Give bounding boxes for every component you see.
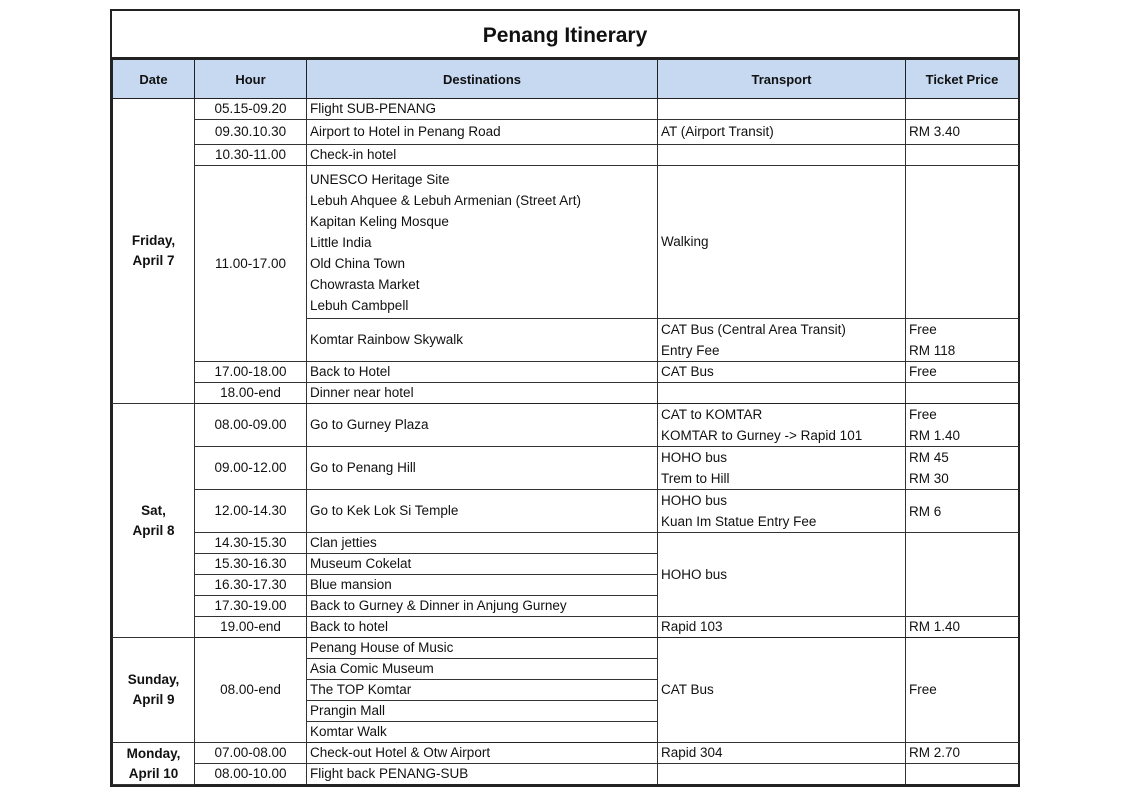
table-row xyxy=(113,120,1019,145)
hour-cell: 05.15-09.20 xyxy=(195,99,307,120)
price-cell xyxy=(906,166,1019,319)
date-sunday xyxy=(113,638,195,743)
destination-cell: The TOP Komtar xyxy=(307,680,658,701)
itinerary-sheet xyxy=(110,9,1020,787)
table-row xyxy=(113,490,1019,533)
destination-cell: Flight SUB-PENANG xyxy=(307,99,658,120)
hour-cell: 11.00-17.00 xyxy=(195,166,307,362)
transport-cell xyxy=(658,447,906,490)
transport-line: HOHO bus xyxy=(661,493,728,508)
transport-line: CAT to KOMTAR xyxy=(661,407,763,422)
price-line: RM 45 xyxy=(909,450,949,465)
destination-cell: Check-in hotel xyxy=(307,145,658,166)
date-day: Sunday, xyxy=(127,672,180,687)
price-cell: RM 1.40 xyxy=(906,617,1019,638)
destination-cell xyxy=(307,166,658,319)
destination-cell: Flight back PENANG-SUB xyxy=(307,764,658,785)
destination-cell: Asia Comic Museum xyxy=(307,659,658,680)
table-row xyxy=(113,533,1019,554)
table-row xyxy=(113,362,1019,383)
destination-line: Lebuh Ahquee & Lebuh Armenian (Street Art) xyxy=(310,192,581,208)
destination-cell: Check-out Hotel & Otw Airport xyxy=(307,743,658,764)
price-line: RM 6 xyxy=(909,503,942,519)
hour-cell: 12.00-14.30 xyxy=(195,490,307,533)
transport-cell: AT (Airport Transit) xyxy=(658,120,906,145)
transport-cell: HOHO bus xyxy=(658,533,906,617)
destination-line: Little India xyxy=(310,234,372,250)
date-monday xyxy=(113,743,195,785)
destination-cell: Clan jetties xyxy=(307,533,658,554)
date-saturday xyxy=(113,404,195,638)
destination-cell: Museum Cokelat xyxy=(307,554,658,575)
header-transport: Transport xyxy=(658,60,906,99)
transport-line: Entry Fee xyxy=(661,343,720,358)
date-friday xyxy=(113,99,195,404)
transport-cell xyxy=(658,764,906,785)
hour-cell: 07.00-08.00 xyxy=(195,743,307,764)
price-cell xyxy=(906,447,1019,490)
price-cell xyxy=(906,764,1019,785)
price-cell xyxy=(906,145,1019,166)
destination-cell: Penang House of Music xyxy=(307,638,658,659)
transport-cell xyxy=(658,145,906,166)
table-row xyxy=(113,617,1019,638)
date-day: Friday, xyxy=(131,233,176,248)
date-month: April 9 xyxy=(132,692,175,707)
price-cell: RM 3.40 xyxy=(906,120,1019,145)
destination-line: Old China Town xyxy=(310,255,406,271)
destination-line: Lebuh Cambpell xyxy=(310,297,409,313)
header-hour: Hour xyxy=(195,60,307,99)
price-line: RM 118 xyxy=(909,343,956,358)
date-day: Sat, xyxy=(141,502,166,518)
table-row xyxy=(113,404,1019,447)
transport-cell xyxy=(658,404,906,447)
table-row xyxy=(113,638,1019,659)
price-cell: RM 2.70 xyxy=(906,743,1019,764)
transport-cell: Rapid 103 xyxy=(658,617,906,638)
table-row xyxy=(113,764,1019,785)
transport-cell xyxy=(658,490,906,533)
destination-line: Chowrasta Market xyxy=(310,276,420,292)
destination-cell: Komtar Rainbow Skywalk xyxy=(307,319,658,362)
hour-cell: 18.00-end xyxy=(195,383,307,404)
date-month: April 7 xyxy=(132,253,175,268)
hour-cell: 14.30-15.30 xyxy=(195,533,307,554)
table-row xyxy=(113,145,1019,166)
price-cell xyxy=(906,99,1019,120)
hour-cell: 09.30.10.30 xyxy=(195,120,307,145)
itinerary-table xyxy=(112,59,1019,785)
destination-cell: Airport to Hotel in Penang Road xyxy=(307,120,658,145)
destination-cell: Back to hotel xyxy=(307,617,658,638)
price-line: Free xyxy=(909,407,937,422)
table-row xyxy=(113,99,1019,120)
price-line: RM 30 xyxy=(909,471,949,486)
destination-cell: Go to Penang Hill xyxy=(307,447,658,490)
date-month: April 8 xyxy=(132,522,175,538)
header-destinations: Destinations xyxy=(307,60,658,99)
table-row xyxy=(113,383,1019,404)
destination-cell: Prangin Mall xyxy=(307,701,658,722)
price-cell: Free xyxy=(906,362,1019,383)
price-cell xyxy=(906,383,1019,404)
destination-line: Kapitan Keling Mosque xyxy=(310,213,449,229)
transport-line: KOMTAR to Gurney -> Rapid 101 xyxy=(661,428,863,443)
price-cell xyxy=(906,319,1019,362)
hour-cell: 15.30-16.30 xyxy=(195,554,307,575)
transport-cell: CAT Bus xyxy=(658,638,906,743)
price-line: Free xyxy=(909,322,937,337)
price-cell: Free xyxy=(906,638,1019,743)
transport-cell: CAT Bus xyxy=(658,362,906,383)
hour-cell: 08.00-10.00 xyxy=(195,764,307,785)
destination-cell: Back to Gurney & Dinner in Anjung Gurney xyxy=(307,596,658,617)
date-month: April 10 xyxy=(128,765,179,781)
table-row xyxy=(113,166,1019,319)
destination-line: UNESCO Heritage Site xyxy=(310,171,450,187)
hour-cell: 09.00-12.00 xyxy=(195,447,307,490)
page-title: Penang Itinerary xyxy=(112,11,1018,59)
transport-cell xyxy=(658,319,906,362)
table-row xyxy=(113,447,1019,490)
price-line: RM 1.40 xyxy=(909,428,961,443)
destination-cell: Go to Gurney Plaza xyxy=(307,404,658,447)
hour-cell: 17.30-19.00 xyxy=(195,596,307,617)
transport-line: HOHO bus xyxy=(661,450,728,465)
hour-cell: 08.00-end xyxy=(195,638,307,743)
transport-line: Kuan Im Statue Entry Fee xyxy=(661,514,817,529)
table-row xyxy=(113,743,1019,764)
hour-cell: 08.00-09.00 xyxy=(195,404,307,447)
destination-cell: Back to Hotel xyxy=(307,362,658,383)
destination-cell: Komtar Walk xyxy=(307,722,658,743)
transport-cell xyxy=(658,383,906,404)
transport-cell xyxy=(658,99,906,120)
price-cell xyxy=(906,533,1019,617)
destination-cell: Go to Kek Lok Si Temple xyxy=(307,490,658,533)
price-cell xyxy=(906,404,1019,447)
price-cell xyxy=(906,490,1019,533)
transport-line: CAT Bus (Central Area Transit) xyxy=(661,322,846,337)
transport-line: Trem to Hill xyxy=(661,471,730,486)
hour-cell: 17.00-18.00 xyxy=(195,362,307,383)
header-ticket-price: Ticket Price xyxy=(906,60,1019,99)
date-day: Monday, xyxy=(126,745,181,761)
destination-cell: Dinner near hotel xyxy=(307,383,658,404)
header-row xyxy=(113,60,1019,99)
hour-cell: 10.30-11.00 xyxy=(195,145,307,166)
hour-cell: 19.00-end xyxy=(195,617,307,638)
transport-cell: Rapid 304 xyxy=(658,743,906,764)
destination-cell: Blue mansion xyxy=(307,575,658,596)
transport-cell: Walking xyxy=(658,166,906,319)
header-date: Date xyxy=(113,60,195,99)
hour-cell: 16.30-17.30 xyxy=(195,575,307,596)
